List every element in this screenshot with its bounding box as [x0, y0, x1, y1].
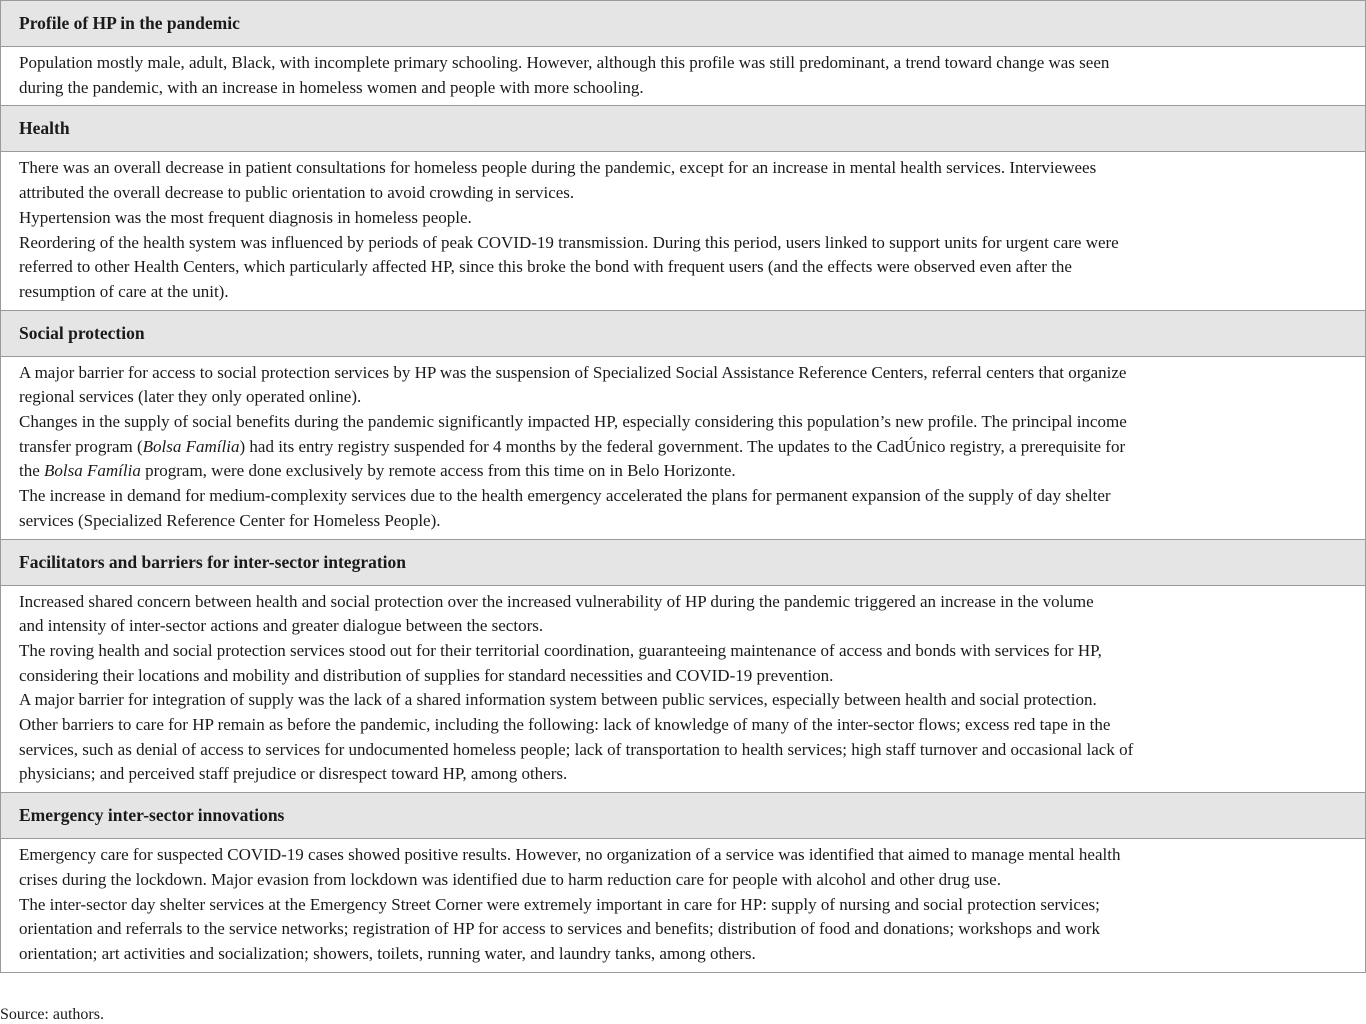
text-line: A major barrier for access to social protection services by HP was the suspension of Specialized Social Assistance Reference Centers, referral centers that organize: [19, 362, 1127, 382]
section-body-profile-of-hp-in-the-pandemic: [1, 47, 1365, 106]
text-line: referred to other Health Centers, which particularly affected HP, since this broke the bond with frequent users (and the effects were observed even after the: [19, 257, 1072, 277]
section-body-facilitators-and-barriers-for-inter-sector-integration: [1, 586, 1365, 794]
text-line: orientation and referrals to the service networks; registration of HP for access to services and benefits; distribution of food and donations; workshops and work: [19, 919, 1100, 939]
text-line: during the pandemic, with an increase in homeless women and people with more schooling.: [19, 77, 644, 97]
section-heading-social-protection: Social protection: [1, 311, 1365, 357]
section-body-health: [1, 152, 1365, 310]
section-body-social-protection: [1, 357, 1365, 540]
text-line: services, such as denial of access to services for undocumented homeless people; lack of transportation to health services; high staff turnover and occasional lack of: [19, 739, 1134, 759]
text-line: attributed the overall decrease to public orientation to avoid crowding in services.: [19, 183, 575, 203]
section-text: [19, 51, 1347, 100]
text-line: Changes in the supply of social benefits during the pandemic significantly impacted HP, especially considering this population’s new profile. The principal income: [19, 412, 1127, 432]
text-line: resumption of care at the unit).: [19, 281, 229, 301]
text-line: transfer program (Bolsa Família) had its entry registry suspended for 4 months by the federal government. The updates to the CadÚnico registry, a prerequisite for: [19, 436, 1126, 456]
text-line: regional services (later they only operated online).: [19, 387, 362, 407]
section-heading-facilitators-and-barriers-for-inter-sector-integration: Facilitators and barriers for inter-sector integration: [1, 540, 1365, 586]
text-line: Reordering of the health system was influenced by periods of peak COVID-19 transmission. During this period, users linked to support units for urgent care were: [19, 232, 1119, 252]
text-line: Increased shared concern between health and social protection over the increased vulnerability of HP during the pandemic triggered an increase in the volume: [19, 591, 1094, 611]
text-line: orientation; art activities and socialization; showers, toilets, running water, and laundry tanks, among others.: [19, 943, 756, 963]
text-line: A major barrier for integration of supply was the lack of a shared information system between public services, especially between health and social protection.: [19, 690, 1097, 710]
text-line: and intensity of inter-sector actions and greater dialogue between the sectors.: [19, 616, 544, 636]
text-line: physicians; and perceived staff prejudice or disrespect toward HP, among others.: [19, 764, 568, 784]
section-text: [19, 156, 1347, 304]
text-line: the Bolsa Família program, were done exclusively by remote access from this time on in Belo Horizonte.: [19, 461, 736, 481]
section-heading-profile-of-hp-in-the-pandemic: Profile of HP in the pandemic: [1, 1, 1365, 47]
text-line: crises during the lockdown. Major evasion from lockdown was identified due to harm reduction care for people with alcohol and other drug use.: [19, 869, 1001, 889]
text-line: The roving health and social protection services stood out for their territorial coordination, guaranteeing maintenance of access and bonds with services for HP,: [19, 640, 1102, 660]
table-rows: [1, 1, 1365, 973]
text-line: Hypertension was the most frequent diagnosis in homeless people.: [19, 207, 472, 227]
text-line: considering their locations and mobility and distribution of supplies for standard necessities and COVID-19 prevention.: [19, 665, 834, 685]
text-line: The increase in demand for medium-complexity services due to the health emergency accelerated the plans for permanent expansion of the supply of day shelter: [19, 486, 1111, 506]
program-name: Bolsa Família: [44, 461, 141, 481]
text-line: There was an overall decrease in patient consultations for homeless people during the pandemic, except for an increase in mental health services. Interviewees: [19, 158, 1097, 178]
section-heading-health: Health: [1, 106, 1365, 152]
section-text: [19, 361, 1347, 534]
section-text: [19, 843, 1347, 967]
text-line: The inter-sector day shelter services at the Emergency Street Corner were extremely important in care for HP: supply of nursing and social protection services;: [19, 894, 1100, 914]
text-line: services (Specialized Reference Center for Homeless People).: [19, 510, 441, 530]
text-line: Population mostly male, adult, Black, with incomplete primary schooling. However, although this profile was still predominant, a trend toward change was seen: [19, 53, 1110, 72]
section-heading-emergency-inter-sector-innovations: Emergency inter-sector innovations: [1, 793, 1365, 839]
table-source-note: Source: authors.: [0, 1006, 104, 1023]
program-name: Bolsa Família: [142, 436, 240, 456]
section-text: [19, 590, 1347, 788]
section-body-emergency-inter-sector-innovations: [1, 839, 1365, 973]
text-line: Emergency care for suspected COVID-19 cases showed positive results. However, no organization of a service was identified that aimed to manage mental health: [19, 845, 1121, 865]
text-line: Other barriers to care for HP remain as before the pandemic, including the following: lack of knowledge of many of the inter-sector flows; excess red tape in the: [19, 715, 1111, 735]
